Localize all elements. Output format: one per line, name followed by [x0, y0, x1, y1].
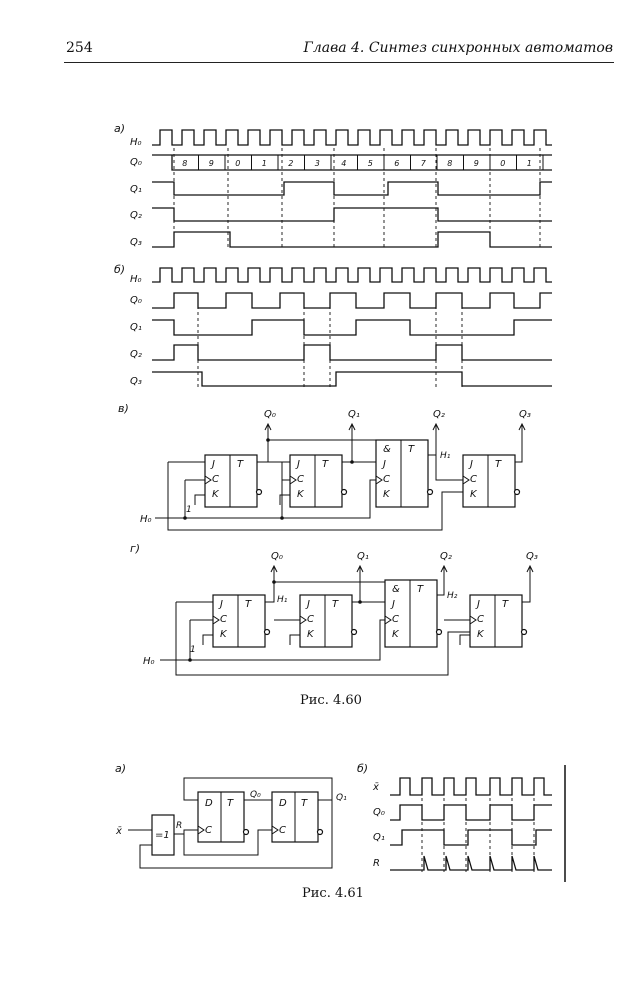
fig461-a-schematic [115, 762, 347, 868]
svg-text:C: C [307, 614, 314, 625]
fig460-b-sig-Q3: Q₃ [130, 376, 142, 387]
fig461-b-timing [357, 762, 565, 882]
fig460-b-wave-Q0 [152, 293, 552, 308]
svg-text:H₂: H₂ [447, 591, 458, 601]
svg-text:Q₁: Q₁ [373, 832, 385, 843]
svg-text:C: C [470, 474, 477, 485]
svg-text:K: K [470, 489, 477, 500]
svg-text:Q₂: Q₂ [440, 551, 452, 562]
svg-text:R: R [373, 858, 380, 869]
fig460-a-wave-Q3 [152, 232, 552, 247]
fig460-a-state-digit: 1 [261, 159, 267, 168]
fig461-b-wave-R [390, 856, 552, 870]
fig460-a-timing [114, 122, 552, 248]
svg-text:H₀: H₀ [143, 656, 155, 667]
svg-text:C: C [279, 825, 286, 836]
svg-text:K: K [297, 489, 304, 500]
fig460-a-state-digit: 2 [288, 159, 294, 168]
svg-text:1: 1 [186, 505, 192, 515]
svg-text:H₁: H₁ [277, 595, 288, 605]
fig460-a-state-digit: 0 [500, 159, 506, 168]
fig460-a-state-digit: 9 [473, 159, 479, 168]
svg-text:x̄: x̄ [116, 826, 122, 837]
fig460-b-sig-Q0: Q₀ [130, 295, 142, 306]
fig460-b-timing [114, 263, 552, 388]
svg-text:T: T [332, 599, 339, 610]
svg-text:J: J [392, 599, 395, 610]
fig460-a-state-digit: 4 [341, 159, 347, 168]
svg-text:Q₀: Q₀ [264, 409, 276, 420]
fig460-a-state-digit: 8 [447, 159, 453, 168]
svg-text:C: C [205, 825, 212, 836]
svg-text:Q₀: Q₀ [373, 807, 385, 818]
svg-text:J: J [383, 459, 386, 470]
running-title: Глава 4. Синтез синхронных автоматов [303, 40, 613, 56]
svg-text:Q₃: Q₃ [519, 409, 531, 420]
svg-text:D: D [279, 798, 287, 809]
fig460-b-label: б) [114, 263, 126, 276]
fig460-a-label: а) [114, 122, 126, 135]
svg-text:1: 1 [190, 645, 196, 655]
svg-text:C: C [220, 614, 227, 625]
svg-text:C: C [212, 474, 219, 485]
fig460-a-wave-H0 [152, 130, 552, 145]
svg-text:K: K [392, 629, 399, 640]
svg-text:T: T [502, 599, 509, 610]
fig460-v-schematic [118, 402, 531, 530]
svg-text:D: D [205, 798, 213, 809]
svg-text:T: T [408, 444, 415, 455]
fig460-a-state-digit: 8 [182, 159, 188, 168]
svg-text:K: K [220, 629, 227, 640]
fig461-b-wave-Q1 [390, 830, 552, 845]
fig460-b-wave-H0 [152, 268, 552, 282]
svg-text:J: J [297, 459, 300, 470]
fig460-a-sig-Q3: Q₃ [130, 237, 142, 248]
fig460-b-sig-Q1: Q₁ [130, 322, 142, 333]
svg-text:H₀: H₀ [140, 514, 152, 525]
svg-text:J: J [220, 599, 223, 610]
fig460-a-sig-Q1: Q₁ [130, 184, 142, 195]
svg-text:K: K [307, 629, 314, 640]
fig461-b-wave-Q0 [390, 805, 552, 820]
fig460-a-state-digit: 7 [420, 159, 426, 168]
fig460-a-sig-Q2: Q₂ [130, 210, 142, 221]
fig461-b-label: б) [357, 762, 369, 775]
svg-text:T: T [301, 798, 308, 809]
svg-text:T: T [417, 584, 424, 595]
fig460-b-wave-Q3 [152, 372, 552, 386]
svg-text:x̄: x̄ [373, 782, 379, 793]
fig460-g-schematic [130, 542, 538, 675]
svg-text:=1: =1 [155, 830, 170, 841]
svg-text:C: C [392, 614, 399, 625]
svg-text:T: T [495, 459, 502, 470]
svg-text:J: J [477, 599, 480, 610]
fig460-a-wave-Q2 [152, 208, 552, 221]
fig460-a-sig-H0: H₀ [130, 137, 142, 148]
svg-text:J: J [307, 599, 310, 610]
fig460-b-sig-Q2: Q₂ [130, 349, 142, 360]
page-number: 254 [66, 40, 93, 56]
fig460-a-state-digit: 0 [235, 159, 241, 168]
svg-text:K: K [383, 489, 390, 500]
svg-text:T: T [227, 798, 234, 809]
fig460-a-state-digit: 1 [526, 159, 532, 168]
fig461-a-label: а) [115, 762, 127, 775]
svg-text:J: J [212, 459, 215, 470]
svg-text:Q₀: Q₀ [250, 790, 261, 800]
fig461-b-wave-x [390, 778, 552, 795]
svg-text:J: J [470, 459, 473, 470]
fig460-a-state-digit: 9 [208, 159, 214, 168]
svg-text:Q₁: Q₁ [348, 409, 360, 420]
svg-text:C: C [383, 474, 390, 485]
svg-text:T: T [245, 599, 252, 610]
fig460-b-wave-Q2 [152, 345, 552, 360]
svg-text:T: T [322, 459, 329, 470]
fig460-b-wave-Q1 [152, 320, 552, 335]
fig460-g-label: г) [130, 542, 141, 555]
svg-text:Q₁: Q₁ [357, 551, 369, 562]
svg-text:&: & [383, 444, 391, 455]
fig460-b-sig-H0: H₀ [130, 274, 142, 285]
svg-text:R: R [176, 821, 183, 831]
svg-text:Q₀: Q₀ [271, 551, 283, 562]
svg-text:K: K [477, 629, 484, 640]
fig460-v-label: в) [118, 402, 129, 415]
fig460-a-wave-Q1 [152, 182, 552, 195]
svg-text:C: C [297, 474, 304, 485]
svg-text:H₁: H₁ [440, 451, 451, 461]
svg-text:&: & [392, 584, 400, 595]
svg-text:C: C [477, 614, 484, 625]
fig460-a-state-digit: 6 [394, 159, 400, 168]
svg-text:Q₂: Q₂ [433, 409, 445, 420]
fig460-a-state-digit: 3 [314, 159, 320, 168]
svg-text:T: T [237, 459, 244, 470]
fig460-caption: Рис. 4.60 [300, 693, 362, 708]
svg-text:K: K [212, 489, 219, 500]
svg-text:Q₃: Q₃ [526, 551, 538, 562]
fig460-a-sig-Q0: Q₀ [130, 157, 142, 168]
svg-text:Q₁: Q₁ [336, 793, 347, 803]
fig460-a-state-digit: 5 [367, 159, 373, 168]
fig461-caption: Рис. 4.61 [302, 886, 364, 901]
